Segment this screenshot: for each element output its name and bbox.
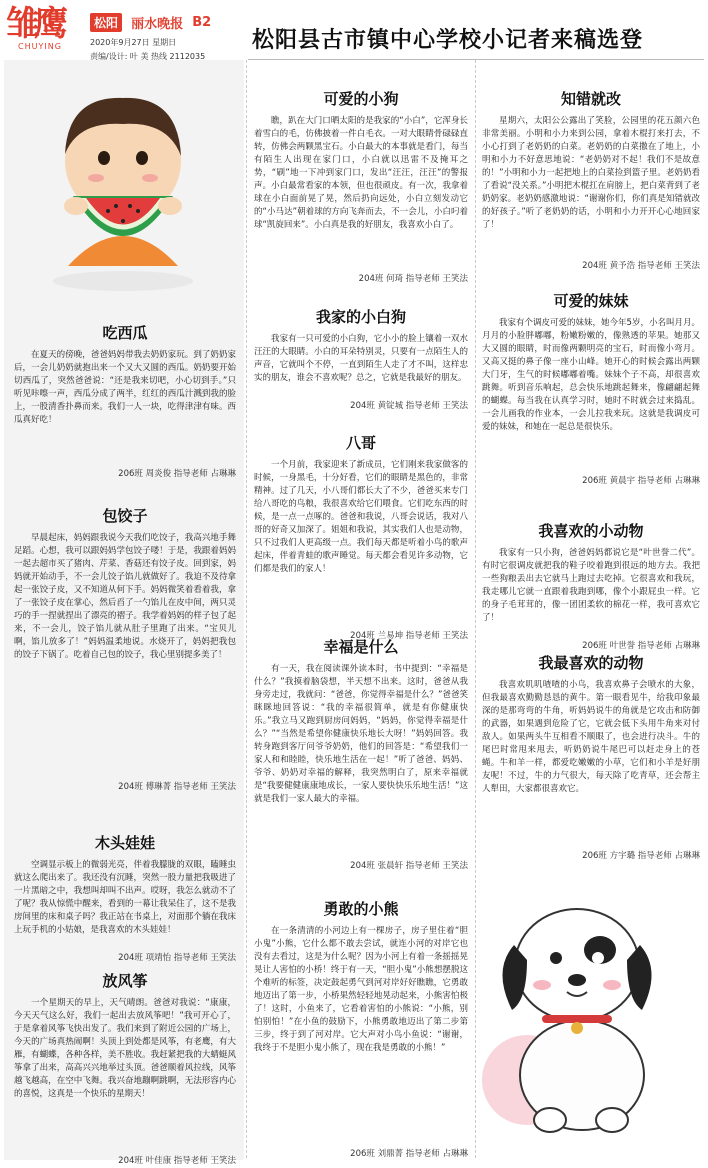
article-dumplings	[14, 505, 236, 794]
article-byline: 204班 黄予浩 指导老师 王笑法	[582, 261, 700, 271]
article-brave-bear	[254, 898, 468, 1161]
article-title: 我喜欢的小动物	[538, 522, 644, 540]
article-body: 早晨起床，妈妈跟我说今天我们吃饺子，我高兴地手舞足蹈。心想，我可以跟妈妈学包饺子喽！于是，我跟着妈妈一起去超市买了猪肉、芹菜、香菇还有饺子皮。回到家，妈妈就开始动手，不一会儿饺子馅儿就做好了。我迫不及待拿起一张饺子皮，又不知道从何下手。妈妈微笑着看着我，拿了一张饺子皮在掌心，然后舀了一勺馅儿在皮中间，两只灵巧的手一捏就捏出了漂亮的褶子。我学着妈妈的样子包了起来，不一会儿，饺子馅儿就从肚子里跑了出来。“宝贝儿啊，馅儿放多了！”妈妈温柔地说。水烧开了，妈妈把我包的饺子下锅了。吃着自己包的饺子，我心里别提多美了！	[14, 533, 236, 660]
article-title: 幸福是什么	[323, 638, 399, 656]
article-title: 可爱的小狗	[323, 90, 399, 108]
article-favorite-animal	[482, 520, 700, 653]
article-body: 我家有个调皮可爱的妹妹，她今年5岁，小名叫月月。月月的小脸胖嘟嘟，粉嫩粉嫩的，像熟透的苹果。她那又大又圆的眼睛，时而像两颗明亮的宝石，时而像小弯月。又高又挺的鼻子像一座小山峰。她开心的时候会露出两颗大门牙，生气的时候嘟嘟着嘴。妹妹个子不高，却很喜欢跳舞。听到音乐响起，总会快乐地跳起舞来，像翩翩起舞的蝴蝶。每当我在认真学习时，她时不时就会过来捣乱。一会儿画我的作业本，一会儿拉我来玩。这就是我调皮可爱的妹妹，和她在一起总是很快乐。	[482, 318, 700, 432]
article-body: 我喜欢叽叽喳喳的小鸟，我喜欢鼻子会喷水的大象，但我最喜欢勤勤恳恳的黄牛。第一眼看见牛，给我印象最深的是那弯弯的牛角，听妈妈说牛的角就是它攻击和防御的武器，如果遇到危险了它，它就会低下头用牛角来对付敌人。如果两头牛互相看不顺眼了，也会进行决斗。牛的尾巴时常甩来甩去，听奶奶说牛尾巴可以赶走身上的苍蝇。牛和羊一样，都爱吃嫩嫩的小草，它们和小羊是好朋友呢！不过，牛的力气很大，每天除了吃青草，还会帮主人犁田，大家都很喜欢它。	[482, 680, 700, 794]
editor-line: 责编/设计: 叶 美 热线 2112035	[90, 52, 206, 61]
region-badge: 松阳	[90, 13, 122, 32]
article-body: 我家有一只小狗，爸爸妈妈都说它是“叶世誉二代”。有时它很调皮就把我的鞋子咬着跑到很远的地方去。我把一些狗粮丢出去它就马上跑过去吃掉。它很喜欢和我玩，我走哪儿它就一直跟着我跑到哪，像个小跟屁虫一样。它的身子毛茸茸的，像一团团柔软的棉花一样，我可喜欢它了！	[482, 548, 700, 623]
article-body: 我家有一只可爱的小白狗，它小小的脸上镶着一双水汪汪的大眼睛。小白的耳朵特别灵，只要有一点陌生人的声音，它就叫个不停，一直到陌生人走了才不叫，这样忠实的朋友，谁会不喜欢呢？总之，它就是我最好的朋友。	[254, 334, 468, 383]
article-watermelon	[14, 322, 236, 481]
page-number: B2	[192, 15, 212, 30]
article-wooden-doll	[14, 832, 236, 965]
article-mistake	[482, 88, 700, 273]
article-kite	[14, 970, 236, 1168]
article-title: 可爱的妹妹	[553, 292, 629, 310]
article-byline: 204班 叶佳康 指导老师 王笑法	[118, 1156, 236, 1166]
article-title: 知错就改	[560, 90, 621, 108]
logo	[6, 4, 86, 54]
article-body: 一个月前，我家迎来了新成员，它们刚来我家做客的时候，一身黑毛，十分好看，它们的眼睛是黑色的，非常精神。过了几天，小八哥们都长大了不少，爸爸买来专门给八哥吃的鸟粮，我很喜欢给它们喂食。它们吃东西的时候，是一点一点啄的。爸爸和我说，八哥会说话，我对八哥的好奇又加深了。姐姐和我说，其实我们人也是动物，只不过我们人更高级一点。我们每天都是听着小鸟的歌声起床，伴着青蛙的歌声睡觉。每天都会看见许多动物，它们都是我们的家人！	[254, 460, 468, 574]
masthead	[90, 12, 211, 30]
paper-name: 丽水晚报	[131, 17, 184, 32]
logo-text: 雏鹰	[6, 4, 62, 44]
article-byline: 204班 傅琳菁 指导老师 王笑法	[118, 782, 236, 792]
article-title: 八哥	[345, 434, 376, 452]
article-white-dog	[254, 306, 468, 413]
article-title: 放风筝	[102, 972, 148, 990]
article-byline: 206班 黄晨宇 指导老师 占琳琳	[582, 476, 700, 486]
header-rule	[248, 59, 704, 60]
article-myna	[254, 432, 468, 643]
article-body: 一个星期天的早上，天气晴朗。爸爸对我说：“康康，今天天气这么好，我们一起出去放风筝吧！”我可开心了，于是拿着风筝飞快出发了。我们来到了附近公园的广场上，今天的广场真热闹啊！头顶上到处都是风筝，有老鹰，有大雁，有蝴蝶，各种各样，美不胜收。我赶紧把我的大蜻蜓风筝拿了出来，高高兴兴地举过头顶。爸爸顺着风拉线，风筝越飞越高，在空中飞舞。我兴奋地蹦啊跳啊，无法形容内心的喜悦，这真是一个快乐的星期天！	[14, 998, 236, 1099]
puppy-illustration	[472, 850, 672, 1150]
article-body: 星期六，太阳公公露出了笑脸，公园里的花五颜六色非常美丽。小明和小力来到公园，拿着木棍打来打去，不小心打到了老奶奶的白菜。老奶奶的白菜撒在了地上，小明和小力不好意思地说：“老奶奶对不起！我们不是故意的！”小明和小力一起把地上的白菜捡到篮子里。老奶奶看了看说“没关系。”小明把木棍扛在肩膀上，把白菜背到了老奶奶家。老奶奶感激地说：“谢谢你们，你们真是知错就改的好孩子。”听了老奶奶的话，小明和小力开开心心地回家了！	[482, 116, 700, 230]
article-cute-dog	[254, 88, 468, 286]
article-byline: 206班 叶世誉 指导老师 占琳琳	[582, 641, 700, 651]
article-byline: 206班 方宇璐 指导老师 占琳琳	[582, 851, 700, 861]
article-title: 木头娃娃	[94, 834, 155, 852]
article-title: 我最喜欢的动物	[538, 654, 644, 672]
article-title: 我家的小白狗	[315, 308, 406, 326]
article-byline: 206班 周炎俊 指导老师 占琳琳	[118, 469, 236, 479]
article-most-loved-animal	[482, 652, 700, 863]
article-body: 在一条清清的小河边上有一棵房子，房子里住着“胆小鬼”小熊，它什么都不敢去尝试，就连小河的对岸它也没有去看过，这是为什么呢？因为小河上有着一条摇摇晃晃让人害怕的小桥！终于有一天，“胆小鬼”小熊想摆脱这个难听的标签，决定鼓起勇气到河对岸好好瞧瞧，它勇敢地迈出了第一步，小桥果然轻轻地晃动起来，小熊害怕极了！这时，小鱼来了，它看着害怕的小熊说：“小熊，别怕别怕！”在小鱼的鼓励下，小熊勇敢地迈出了第二步第三步，终于到了河对岸。它大声对小鸟小鱼说：“谢谢，我终于不是胆小鬼小熊了，现在我是勇敢的小熊！”	[254, 926, 468, 1053]
article-little-sister	[482, 290, 700, 488]
article-title: 包饺子	[102, 507, 148, 525]
logo-subtitle: CHUYING	[18, 42, 62, 51]
article-body: 空调显示板上的微弱光亮，伴着我朦胧的双眼，瞌睡虫就这么爬出来了。我还没有沉睡，突然一股力量把我吸进了一片黑暗之中，我想叫却叫不出声。哎呀，我怎么就动不了了呢？我从惊慌中醒来，看到的一幕让我呆住了，这不是我房间里的床和桌子吗？我正站在书桌上，对面那个躺在我床上玩手机的小姑娘，是我喜欢的木头娃娃！	[14, 860, 236, 935]
page-headline: 松阳县古市镇中心学校小记者来稿选登	[252, 28, 644, 53]
date-line: 2020年9月27日 星期日	[90, 38, 177, 47]
column-divider	[246, 60, 247, 1158]
article-body: 有一天，我在阅读课外读本时，书中提到：“幸福是什么？”我摸着脑袋想，半天想不出来。这时，爸爸从我身旁走过，我就问：“爸爸，你觉得幸福是什么？”爸爸笑眯眯地回答说：“我的幸福很简单，就是有你健康快乐。”我立马又跑到厨房问妈妈，“妈妈，你觉得幸福是什么？”“当然是希望你健康快乐地长大呀！”妈妈回答。我转身跑到客厅问爷爷奶奶，他们的回答是：“希望我们一家人和和睦睦，快乐地生活在一起！”听了爸爸、妈妈、爷爷、奶奶对幸福的解释，我突然明白了，原来幸福就是“我要健健康康地成长，一家人要快快乐乐地生活！”这就是我们一家人最大的幸福。	[254, 664, 468, 804]
article-body: 在夏天的傍晚，爸爸妈妈带我去奶奶家玩。到了奶奶家后，一会儿奶奶就抱出来一个又大又圆的西瓜。奶奶要开始切西瓜了，突然爸爸说：“还是我来切吧，小心切到手。”只听见咔嚓一声，西瓜分成了两半，红红的西瓜汁溅到我的脸上，一股清香扑鼻而来。我们一人一块，吃得津津有味。西瓜真好吃！	[14, 350, 236, 425]
article-byline: 204班 张晨轩 指导老师 王笑法	[350, 861, 468, 871]
article-happiness	[254, 636, 468, 873]
article-title: 吃西瓜	[102, 324, 148, 342]
boy-eating-watermelon-illustration	[18, 66, 228, 296]
article-body: 瞧，趴在大门口晒太阳的是我家的“小白”，它浑身长着雪白的毛，仿佛披着一件白毛衣。一对大眼睛骨碌碌直转，仿佛会两颗黑宝石。小白最大的本事就是看门，每当有陌生人出现在家门口，小白就以迅雷不及掩耳之势，“刷”地一下冲到家门口，发出“汪汪，汪汪”的警报声。小白最常看家的本领，但也很顽皮。有一次，我拿着球在小白面前晃了晃，然后扔向远处，小白立刻发动它的“小马达”朝着球的方向飞奔而去，不一会儿，小白叼着球“凯旋回来”。小白真是我的好朋友，我喜欢小白了。	[254, 116, 468, 230]
article-byline: 204班 项靖怡 指导老师 王笑法	[118, 953, 236, 963]
article-byline: 204班 黄锭城 指导老师 王笑法	[350, 401, 468, 411]
article-byline: 206班 刘鼎菁 指导老师 占琳琳	[350, 1149, 468, 1159]
article-title: 勇敢的小熊	[323, 900, 399, 918]
article-byline: 204班 何琦 指导老师 王笑法	[358, 274, 468, 284]
article-byline: 204班 兰易坤 指导老师 王笑法	[350, 631, 468, 641]
